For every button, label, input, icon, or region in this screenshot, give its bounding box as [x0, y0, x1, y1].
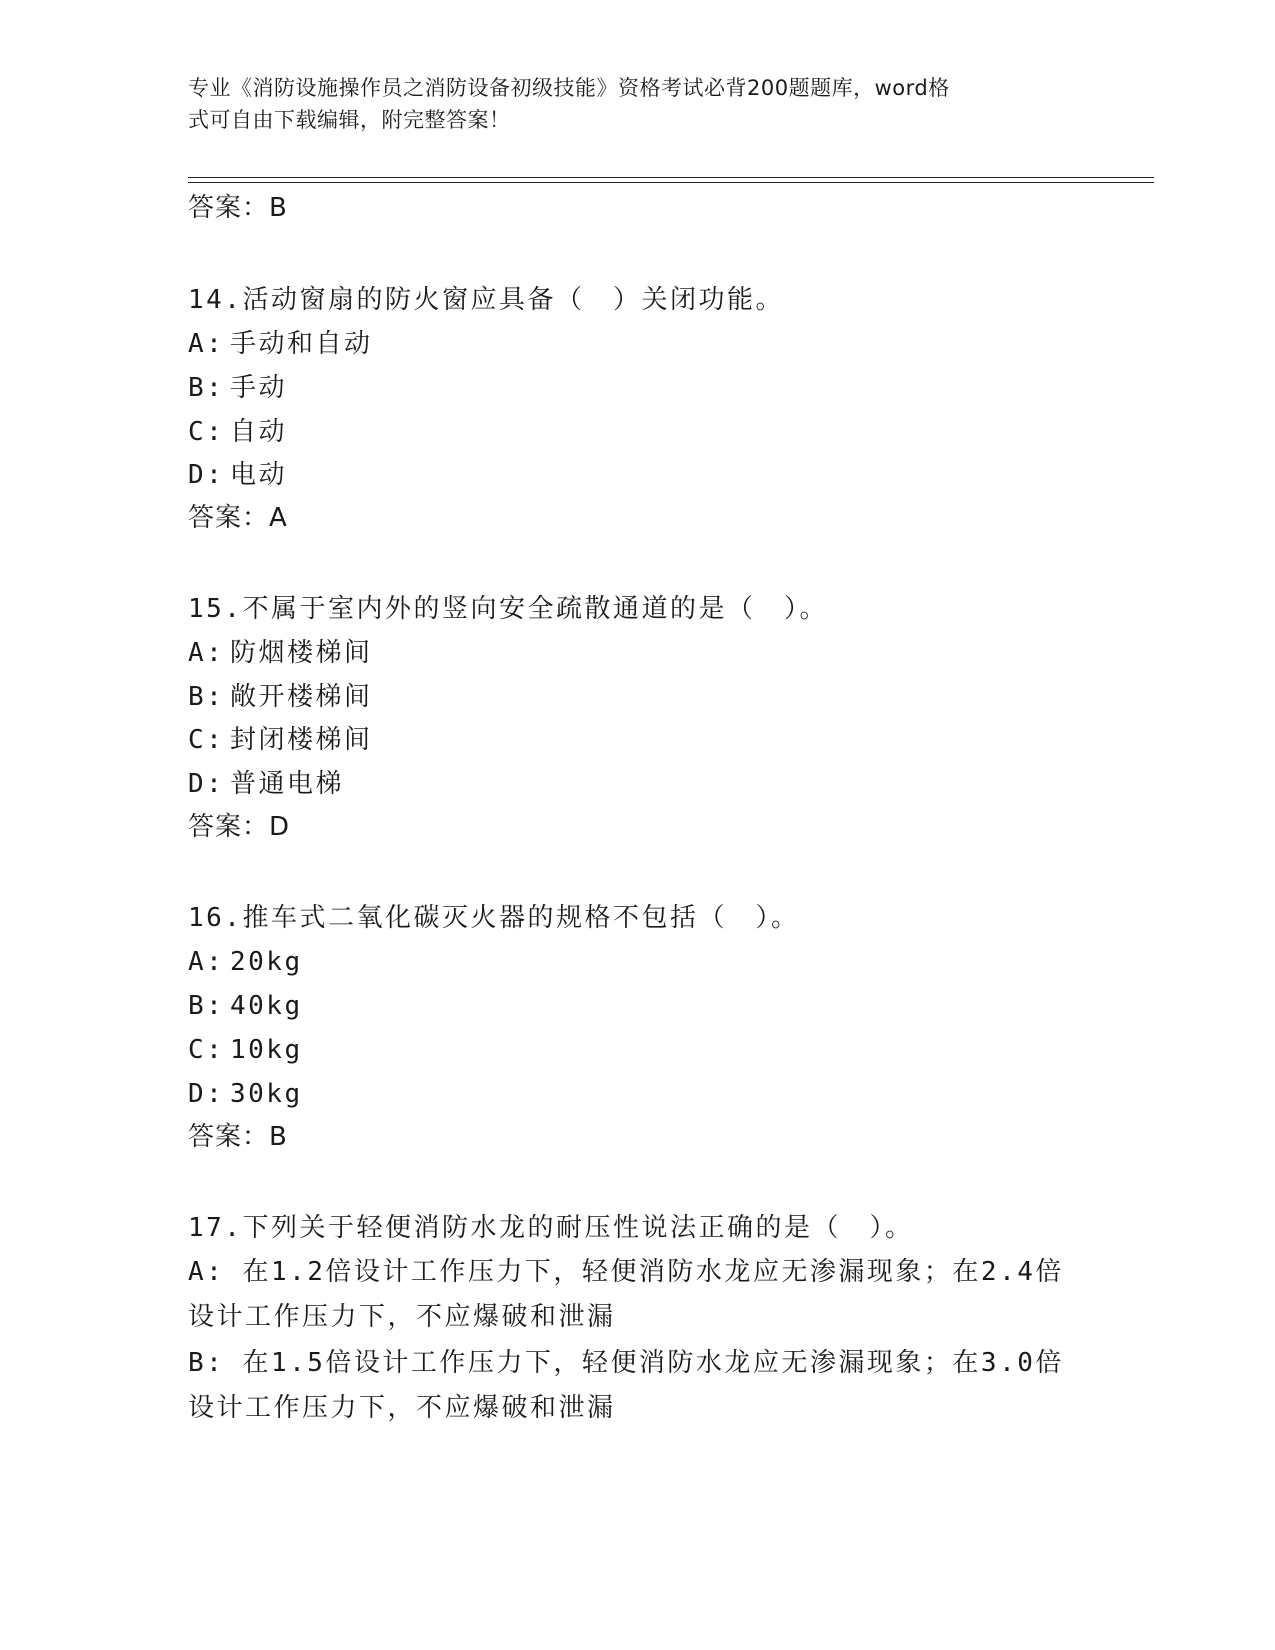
header-divider-top [188, 177, 1154, 178]
answer-q14: 答案：A [188, 503, 288, 533]
question-15-stem: 15.不属于室内外的竖向安全疏散通道的是（ ）。 [188, 594, 828, 624]
question-17-option-b: B: 在1.5倍设计工作压力下，轻便消防水龙应无渗漏现象；在3.0倍 设计工作压力下，不应爆破和泄漏 [188, 1348, 1064, 1423]
question-14-option-d: D: 电动 [188, 460, 288, 490]
question-16-option-b: B: 40kg [188, 991, 303, 1021]
question-16-option-c: C: 10kg [188, 1035, 303, 1065]
question-15-option-c: C: 封闭楼梯间 [188, 725, 373, 755]
answer-q16: 答案：B [188, 1122, 288, 1152]
question-16-option-a: A: 20kg [188, 947, 303, 977]
answer-q15: 答案：D [188, 812, 291, 842]
question-17-option-a: A: 在1.2倍设计工作压力下，轻便消防水龙应无渗漏现象；在2.4倍 设计工作压力下，不应爆破和泄漏 [188, 1257, 1064, 1332]
document-header [188, 72, 1068, 136]
answer-q13: 答案：B [188, 193, 288, 223]
header-line-1: 专业《消防设施操作员之消防设备初级技能》资格考试必背200题题库，word格 [188, 76, 950, 100]
question-14-option-b: B: 手动 [188, 373, 288, 403]
question-17-stem: 17.下列关于轻便消防水龙的耐压性说法正确的是（ ）。 [188, 1213, 914, 1243]
question-14-option-a: A: 手动和自动 [188, 329, 373, 359]
question-14-option-c: C: 自动 [188, 417, 288, 447]
question-15-option-d: D: 普通电梯 [188, 769, 345, 799]
question-16-stem: 16.推车式二氧化碳灭火器的规格不包括（ ）。 [188, 903, 800, 933]
question-14-stem: 14.活动窗扇的防火窗应具备（ ）关闭功能。 [188, 285, 784, 315]
question-15-option-b: B: 敞开楼梯间 [188, 682, 373, 712]
header-divider-bottom [188, 182, 1154, 183]
question-16-option-d: D: 30kg [188, 1079, 303, 1109]
header-line-2: 式可自由下载编辑，附完整答案！ [188, 108, 511, 132]
question-15-option-a: A: 防烟楼梯间 [188, 638, 373, 668]
